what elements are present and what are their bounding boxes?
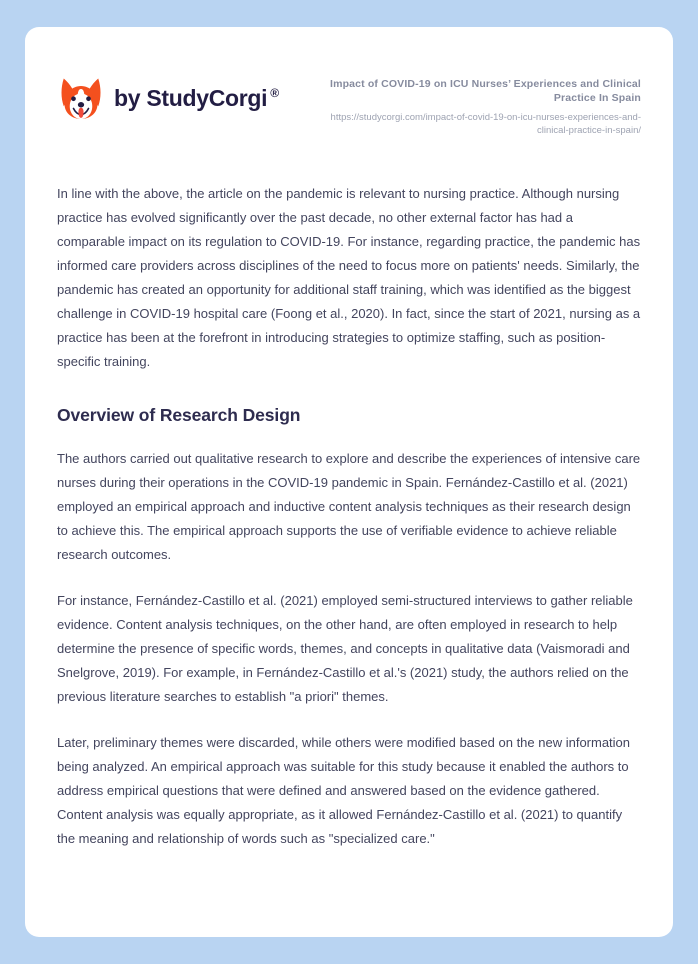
paragraph-3: For instance, Fernández-Castillo et al. (2021) employed semi-structured interviews to gather reliable evidence. Content analysis techniques, on the other hand, are often employed in research to help determine the presence of specific words, themes, and concepts in qualitative data (Vaismoradi and Snelgrove, 2019). For example, in Fernández-Castillo et al.'s (2021) study, the authors relied on the previous literature searches to establish "a priori" themes.	[57, 592, 633, 704]
brand-lockup	[57, 72, 279, 122]
corgi-logo-icon	[57, 74, 105, 122]
header-meta	[319, 72, 641, 138]
paragraph-1: In line with the above, the article on the pandemic is relevant to nursing practice. Although nursing practice has evolved significantly over the past decade, no other external factor has had a comparable impact on its regulation to COVID-19. For instance, regarding practice, the pandemic has informed care providers across disciplines of the need to focus more on patients' needs. Similarly, the pandemic has created an opportunity for additional staff training, which was identified as the biggest challenge in COVID-19 hospital care (Foong et al., 2020). In fact, since the start of 2021, nursing as a practice has been at the forefront in introducing strategies to optimize staffing, such as position-specific training.	[57, 185, 641, 369]
registered-trademark-icon: ®	[270, 85, 279, 100]
source-url[interactable]: https://studycorgi.com/impact-of-covid-19-on-icu-nurses-experiences-and-clinical-practice-in-spain/	[330, 111, 641, 137]
brand-wordmark	[114, 85, 279, 112]
document-body	[25, 182, 673, 851]
paragraph-2: The authors carried out qualitative research to explore and describe the experiences of intensive care nurses during their operations in the COVID-19 pandemic in Spain. Fernández-Castillo et al. (2021) employed an empirical approach and inductive content analysis techniques as their research design to achieve this. The empirical approach supports the use of verifiable evidence to achieve reliable research outcomes.	[57, 450, 641, 562]
paragraph-4: Later, preliminary themes were discarded, while others were modified based on the new information being analyzed. An empirical approach was suitable for this study because it enabled the authors to address empirical questions that were defined and answered based on the evidence gathered. Content analysis was equally appropriate, as it allowed Fernández-Castillo et al. (2021) to quantify the meaning and relationship of words such as "specialized care."	[57, 734, 631, 846]
section-heading-overview-of-research-design: Overview of Research Design	[57, 404, 301, 425]
document-title: Impact of COVID-19 on ICU Nurses’ Experiences and Clinical Practice In Spain	[330, 78, 641, 105]
brand-wordmark-text: by StudyCorgi	[114, 84, 268, 111]
document-paper	[25, 27, 673, 937]
document-header	[25, 27, 673, 138]
